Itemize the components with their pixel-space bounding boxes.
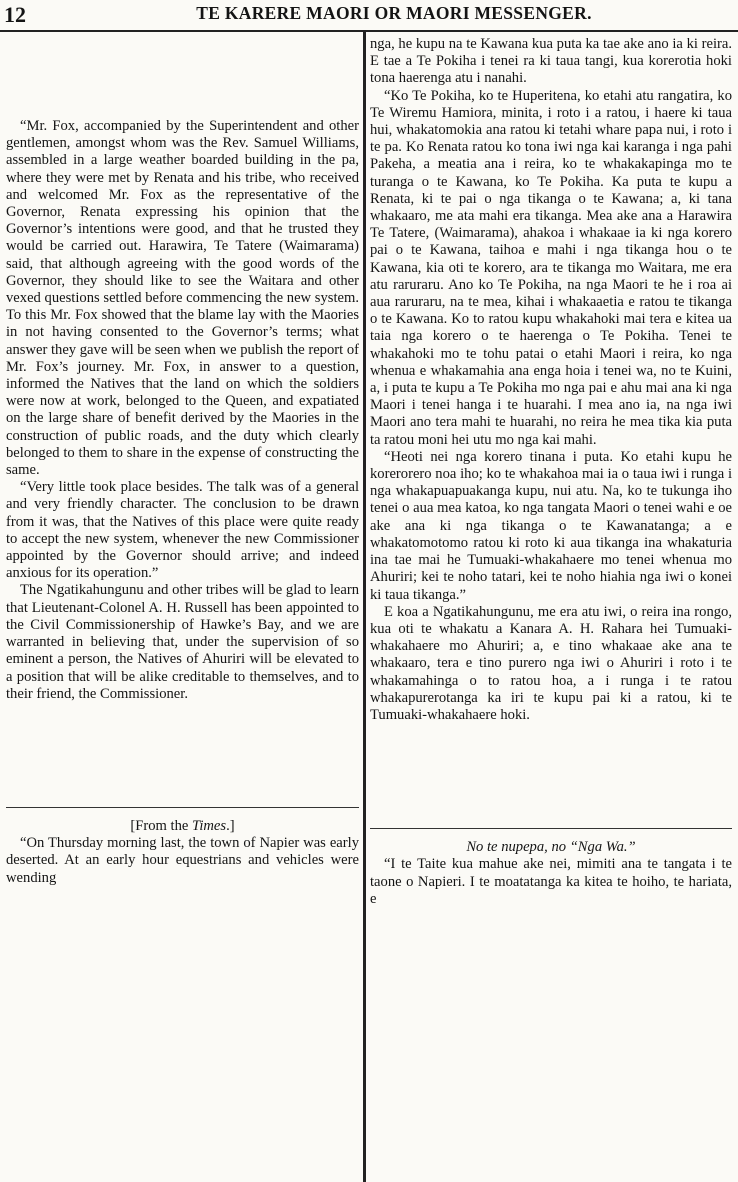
times-paragraph: “I te Taite kua mahue ake nei, mimiti ana te tangata i te taone o Napieri. I te moatatanga ka kitea te hoiho, te hariata, e [370, 856, 732, 907]
source-heading [370, 839, 732, 856]
section-spacer [6, 703, 359, 807]
source-heading [6, 818, 359, 835]
article-paragraph: E koa a Ngatikahungunu, me era atu iwi, o reira ina rongo, kua oti te whakatu a Kanara A. H. Rahara hei Tumuaki-whakahaere mo Ahuriri; a, e tino whakaae ake ana te whakaaro, tera e tino purero nga iwi o Ahuriri i roto i te whakamahinga o to ratou hoa, a i runga i te ratou whakapurerotanga ka iri te kupu pai ki a ratou, ki te Tumuaki-whakahaere hoki. [370, 603, 732, 723]
article-paragraph: “Heoti nei nga korero tinana i puta. Ko etahi kupu he korerorero noa iho; ko te whakahoa mai ia o taua iwi i runga i nga whakapuapuakanga kupu, nui atu. Na, ko te tukunga iho tenei o aua mea katoa, ko nga tangata Maori o tenei wahi e oe ake ana ki nga tikanga o te Kawanatanga; a e whakatomotomo ratou ki roto ki aua tikanga ina whakaturia ina tae mai he Tumuaki-whakahaere mo tenei whenua mo Ahuriri; kei te noho tatari, kei te noho hiahia nga iwi o konei ki taua tikanga.” [370, 448, 732, 603]
source-title: No te nupepa, no “Nga Wa.” [466, 839, 636, 856]
masthead-title: TE KARERE MAORI OR MAORI MESSENGER. [196, 3, 592, 23]
top-spacer [6, 36, 359, 118]
source-prefix: [From the [130, 817, 193, 834]
article-paragraph: “Ko Te Pokiha, ko te Huperitena, ko etahi atu rangatira, ko Te Wiremu Hamiora, minita, i roto i a ratou, i haere ki taua hui, whakatomokia ana ratou ki tetahi whare papa nui, i roto i te pa. Ko Renata ratou ko tona iwi nga kai karanga i nga pahi Pakeha, a meatia ana i reira, ko te whakakapinga mo te turanga o te Kawana, ko Te Pokiha. Ka puta te kupu a Renata, ki te pai o nga tikanga o te Kawana; a, ki tana whakaaro, me ata mahi era tikanga. Mea ake ana a Harawira Te Tatere, (Waimarama), ahakoa i whakaae ia ki nga korero pai o te Kawana, taihoa e mahi i nga tikanga hou o te Kawana, kia oti te korero, ara te tikanga mo Waitara, me era atu raruraru. Ano ko Te Pokiha, na nga Maori te he i roa ai aua raruraru, na te mea, kihai i whakaaetia e ratou te tikanga o te Kawana. Ko to ratou kupu whakahoki mai tera e kitea ua taia nga korero o te haerenga o Te Pokiha. Tenei te whakahoki mo te tohu patai o etahi Maori i reira, ko nga whenua e whakamahia ana enga hoia i tenei wa, no te Kuini, a, i puta te kupu a Te Pokiha mo nga pai e ahu mai ana ki nga Maori i tenei hanga i te huarahi. I mea ano ia, na nga iwi Maori ano tera mahi te huarahi, no reira he mea tika kia puta ta ratou moni hei utu mo nga kai mahi. [370, 87, 732, 448]
source-title: Times [192, 817, 227, 834]
article-paragraph: The Ngatikahungunu and other tribes will be glad to learn that Lieutenant-Colonel A. H. Russell has been appointed to the Civil Commissionership of Hawke’s Bay, and we are warranted in believing that, under the supervision of so eminent a person, the Natives of Ahuriri will be elevated to a position that will be alike creditable to themselves, and to their friend, the Commissioner. [6, 582, 359, 702]
english-column [6, 36, 359, 1176]
article-paragraph: nga, he kupu na te Kawana kua puta ka tae ake ano ia ki reira. E tae a Te Pokiha i tenei ra ki taua tangi, kua korerotia hoki tona haerenga atu i nanahi. [370, 36, 732, 87]
page-number: 12 [4, 2, 26, 27]
article-paragraph: “Very little took place besides. The talk was of a general and very friendly character. The conclusion to be drawn from it was, that the Natives of this place were quite ready to accept the new system, whenever the new Commissioner appointed by the Governor should arrive; and indeed anxious for its operation.” [6, 479, 359, 582]
section-spacer [370, 829, 732, 839]
times-paragraph: “On Thursday morning last, the town of Napier was early deserted. At an early hour equestrians and vehicles were wending [6, 835, 359, 886]
page-header [0, 0, 738, 32]
section-spacer [370, 724, 732, 828]
article-paragraph: “Mr. Fox, accompanied by the Superintendent and other gentlemen, amongst whom was the Rev. Samuel Williams, assembled in a large weather boarded building in the pa, where they were met by Renata and his tribe, who received and welcomed Mr. Fox as the representative of the Governor, Renata expressing his opinion that the Governor’s intentions were good, and that he trusted they would be carried out. Harawira, Te Tatere (Waimarama) said, that although agreeing with the good words of the Governor, they should like to see the Waitara and other vexed questions settled before commencing the new system. To this Mr. Fox showed that the blame lay with the Maories in not having consented to the Governor’s terms; what answer they gave will be seen when we publish the report of Mr. Fox’s journey. Mr. Fox, in answer to a question, informed the Natives that the land on which the soldiers were now at work, belonged to the Queen, and expatiated on the large share of benefit derived by the Maories in the construction of public roads, and the duty which clearly belonged to them to share in the expense of constructing the same. [6, 118, 359, 479]
section-spacer [6, 808, 359, 818]
maori-column [370, 36, 732, 1176]
source-suffix: .] [226, 817, 235, 834]
column-divider [363, 32, 366, 1182]
